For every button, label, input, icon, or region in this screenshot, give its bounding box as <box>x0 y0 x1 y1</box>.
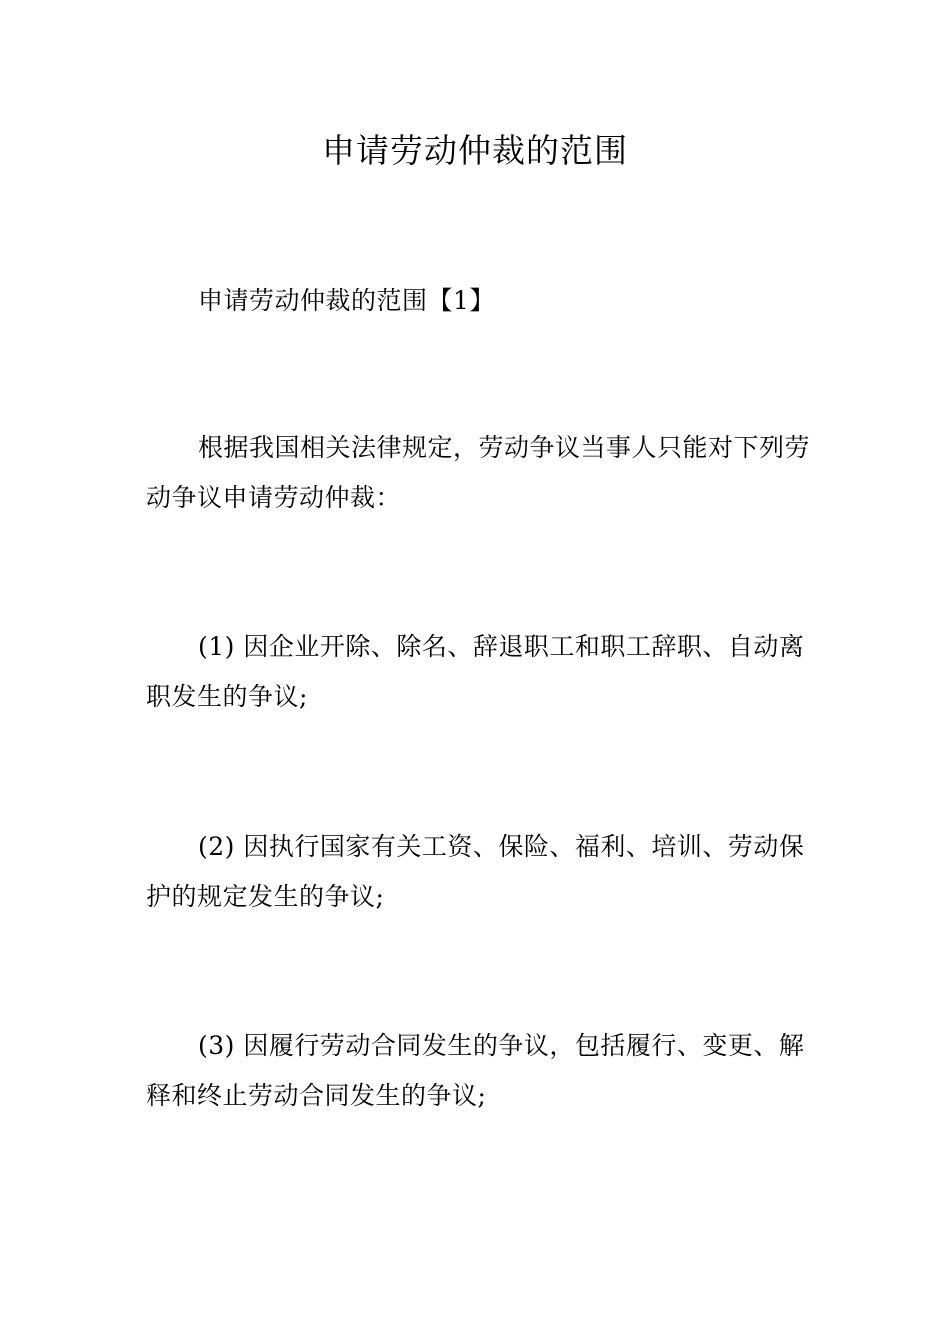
list-item: (3) 因履行劳动合同发生的争议，包括履行、变更、解释和终止劳动合同发生的争议; <box>146 1031 805 1110</box>
list-item: (2) 因执行国家有关工资、保险、福利、培训、劳动保护的规定发生的争议; <box>146 832 805 911</box>
intro-paragraph: 根据我国相关法律规定，劳动争议当事人只能对下列劳动争议申请劳动仲裁： <box>146 433 811 512</box>
section-heading: 申请劳动仲裁的范围【1】 <box>198 286 495 315</box>
document-title: 申请劳动仲裁的范围 <box>322 131 628 170</box>
list-item: (1) 因企业开除、除名、辞退职工和职工辞职、自动离职发生的争议; <box>146 632 805 711</box>
